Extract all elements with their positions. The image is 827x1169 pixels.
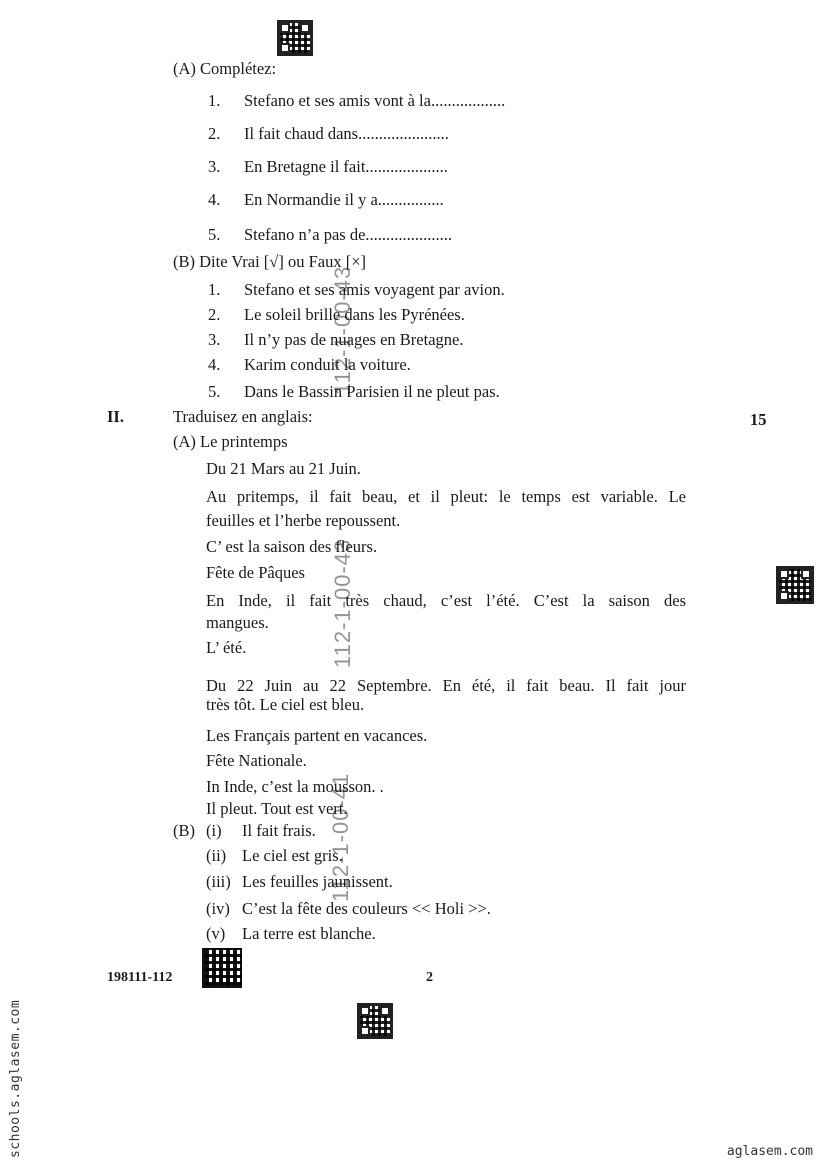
list-item: (iii) Les feuilles jaunissent.	[206, 872, 393, 891]
passage-line: Les Français partent en vacances.	[206, 726, 428, 745]
list-item: 1. Stefano et ses amis voyagent par avion.	[208, 280, 505, 299]
passage-line: Du 22 Juin au 22 Septembre. En été, il fait beau. Il fait jour	[206, 676, 686, 695]
list-item: (ii) Le ciel est gris.	[206, 846, 343, 865]
list-item: (i) Il fait frais.	[206, 821, 316, 840]
part-a-heading: (A) Complétez:	[173, 59, 277, 78]
passage-line: In Inde, c’est la mousson. .	[206, 777, 384, 796]
list-item: 4. En Normandie il y a................	[208, 190, 444, 209]
passage-line: Fête de Pâques	[206, 563, 305, 582]
right-qr-code-icon	[776, 566, 814, 604]
list-item: 4. Karim conduit la voiture.	[208, 355, 411, 374]
passage-line: C’ est la saison des fleurs.	[206, 537, 378, 556]
watermark-lower: 112-1-00-41	[328, 772, 353, 902]
footer-url: aglasem.com	[726, 1144, 813, 1159]
part-b-heading: (B) Dite Vrai [√] ou Faux [×]	[173, 252, 367, 271]
passage-line: Il pleut. Tout est vert.	[206, 799, 348, 818]
list-item: 5. Dans le Bassin Parisien il ne pleut pas.	[208, 382, 500, 401]
watermark-upper: 112-1-00-43	[330, 265, 355, 395]
list-item: 1. Stefano et ses amis vont à la..................	[208, 91, 506, 110]
list-item: 3. Il n’y pas de nuages en Bretagne.	[208, 330, 464, 349]
list-item: 5. Stefano n’a pas de.....................	[208, 225, 453, 244]
passage-line: Au pritemps, il fait beau, et il pleut: le temps est variable. Le	[206, 487, 686, 506]
side-url: schools.aglasem.com	[8, 999, 23, 1158]
passage-line: Du 21 Mars au 21 Juin.	[206, 459, 361, 478]
list-item: 2. Il fait chaud dans......................	[208, 124, 449, 143]
list-item: 2. Le soleil brille dans les Pyrénées.	[208, 305, 465, 324]
passage-line: très tôt. Le ciel est bleu.	[206, 695, 365, 714]
bottom-qr-code-icon	[357, 1003, 393, 1039]
part-b-label: (B)	[173, 821, 195, 840]
list-item: (iv) C’est la fête des couleurs << Holi >>.	[206, 899, 491, 918]
paper-code: 198111-112	[107, 970, 173, 985]
passage-line: mangues.	[206, 613, 269, 632]
top-qr-code-icon	[277, 20, 313, 56]
list-item: (v) La terre est blanche.	[206, 924, 376, 943]
part-a-label: (A) Le printemps	[173, 432, 288, 451]
passage-line: Fête Nationale.	[206, 751, 307, 770]
section-number: II.	[107, 407, 124, 426]
passage-line: feuilles et l’herbe repoussent.	[206, 511, 401, 530]
watermark-middle: 112-1-00-43	[330, 538, 355, 668]
page-number: 2	[426, 970, 433, 985]
passage-line: En Inde, il fait très chaud, c’est l’été. C’est la saison des	[206, 591, 686, 610]
list-item: 3. En Bretagne il fait....................	[208, 157, 448, 176]
section-heading: Traduisez en anglais:	[173, 407, 313, 426]
marks-label: 15	[750, 410, 767, 429]
passage-line: L’ été.	[206, 638, 247, 657]
datamatrix-code-icon	[202, 948, 242, 988]
